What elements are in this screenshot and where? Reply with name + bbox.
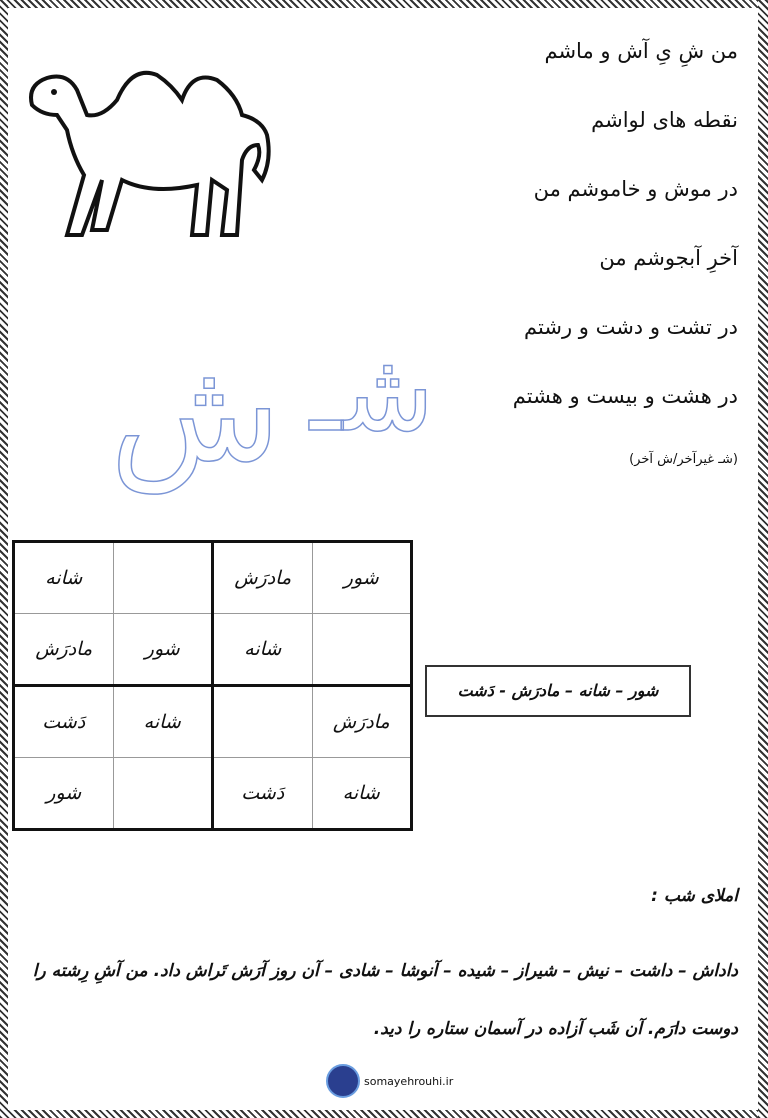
grid-cell[interactable] [213, 686, 313, 758]
poem-line: در هشت و بیست و هشتم [512, 384, 738, 408]
grid-cell[interactable]: شانه [213, 614, 313, 686]
grid-cell[interactable]: شور [312, 542, 412, 614]
grid-cell[interactable] [312, 614, 412, 686]
sudoku-grid [12, 540, 413, 831]
poem-line: آخرِ آبجوشم من [599, 246, 738, 270]
grid-cell[interactable]: مادرَش [213, 542, 313, 614]
site-logo-icon [326, 1064, 360, 1098]
grid-cell[interactable]: دَشت [213, 758, 313, 830]
grid-cell[interactable]: شانه [312, 758, 412, 830]
word-bank: شور – شانه – مادرَش - دَشت [425, 665, 691, 717]
poem-line: در موش و خاموشم من [533, 177, 738, 201]
poem-line: در تشت و دشت و رشتم [524, 315, 738, 339]
border-right [758, 0, 768, 1118]
border-bottom [0, 1110, 768, 1118]
border-left [0, 0, 8, 1118]
camel-illustration [22, 60, 277, 250]
dictation-text: داداش – داشت – نیش – شیراز – شیده – آنوشا – شادی – آن روز آرَش تَراش داد. من آشِ رِشته را دوست دارَم. آن شَب آزاده در آسمان ستاره را دید. [32, 961, 738, 1039]
letter-forms-note: (شـ غیرآخر/ش آخر) [629, 452, 738, 467]
grid-cell[interactable]: مادرَش [14, 614, 114, 686]
grid-cell[interactable]: شانه [14, 542, 114, 614]
site-url[interactable]: somayehrouhi.ir [364, 1074, 454, 1088]
poem-line: نقطه های لواشم [591, 108, 738, 132]
dictation-title: املای شب : [651, 886, 738, 906]
grid-cell[interactable] [113, 542, 213, 614]
letter-medial: شـ [310, 328, 435, 456]
grid-cell[interactable] [113, 758, 213, 830]
footer [326, 1064, 453, 1098]
grid-cell[interactable]: شانه [113, 686, 213, 758]
letter-shin-outline [110, 328, 435, 494]
poem [513, 36, 738, 450]
grid-cell[interactable]: دَشت [14, 686, 114, 758]
grid-cell[interactable]: شور [113, 614, 213, 686]
letter-final: ش [110, 331, 281, 494]
poem-line: من شِ یِ آش و ماشم [544, 39, 738, 63]
grid-cell[interactable]: شور [14, 758, 114, 830]
grid-cell[interactable]: مادرَش [312, 686, 412, 758]
border-top [0, 0, 768, 8]
